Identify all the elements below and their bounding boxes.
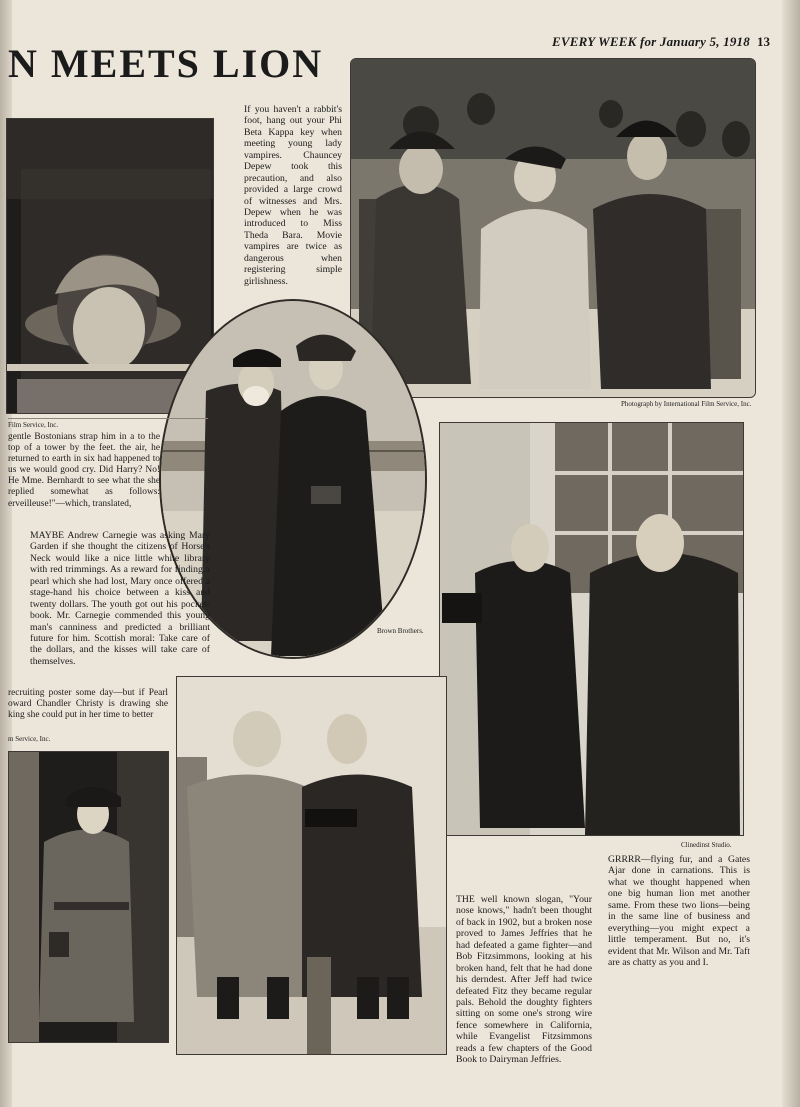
- article-wilson-taft: GRRRR—flying fur, and a Gates Ajar done in carnations. This is what we thought happened when one big human lion met another same. From these two lions—being in the same line of business and everything—you might expect a little temperament. But no, it's evident that Mr. Wilson and Mr. Taft are as chatty as you and I.: [608, 854, 750, 968]
- credit-international-film-service: Photograph by International Film Service, Inc.: [621, 400, 752, 408]
- article-bernhardt-fragment: gentle Bostonians strap him in a to the top of a tower by the feet. the air, he returned to earth in six had happened to us we would good cry. Did Harry? No! He Mme. Bernhardt to see what the she replied somewhat as follows: erveilleuse!"—which, translated,: [8, 432, 160, 509]
- article-fitzsimmons-jeffries: THE well known slogan, "Your nose knows," hadn't been thought of back in 1902, but a broken nose proved to James Jeffries that he had defeated a game fighter—and Bob Fitzsimmons, looking at his broken hand, felt that he had done his derndest. After Jeff had twice defeated Fitz they became regular pals. Behold the doughty fighters sitting on some one's strong wire fence somewhere in California, while Evangelist Fitzsimmons reads a few chapters of the Good Book to Dairyman Jeffries.: [456, 894, 592, 1066]
- photo-theda-bara-depew: [350, 58, 756, 398]
- photo-woman-in-car: [6, 118, 214, 414]
- page-number: 13: [757, 34, 770, 49]
- credit-film-service: Film Service, Inc.: [8, 421, 59, 429]
- article-poster-fragment: recruiting poster some day—but if Pearl oward Chandler Christy is drawing she king she could put in her time to better: [8, 688, 168, 721]
- photo-pearl-white: [8, 751, 169, 1043]
- credit-brown-brothers: Brown Brothers.: [377, 627, 424, 635]
- headline: N MEETS LION: [8, 41, 324, 86]
- page-edge: [782, 0, 800, 1107]
- credit-m-service: m Service, Inc.: [8, 735, 51, 743]
- article-depew: If you haven't a rabbit's foot, hang out your Phi Beta Kappa key when meeting young lady vampires. Chauncey Depew took this precaution, and also provided a large crowd of witnesses and Mrs. Depew when he was introduced to Miss Theda Bara. Movie vampires are twice as dangerous when registering simple girlishness.: [244, 104, 342, 287]
- running-head: EVERY WEEK for January 5, 1918: [552, 34, 750, 49]
- article-carnegie: MAYBE Andrew Carnegie was asking Mary Garden if she thought the citizens of Horse's Neck would like a nice little white library with red trimmings. As a reward for finding a pearl which she had lost, Mary once offered a stage-hand his choice between a kiss and twenty dollars. The youth got out his pocket-book. Mr. Carnegie commended this young man's canniness and predicted a brilliant future for him. Scottish moral: Take care of the dollars, and the kisses will take care of themselves.: [30, 530, 210, 667]
- credit-clinedinst-studio: Clinedinst Studio.: [681, 841, 732, 849]
- divider: [8, 418, 208, 419]
- photo-wilson-taft: [439, 422, 744, 836]
- photo-jeffries-fitzsimmons: [176, 676, 447, 1055]
